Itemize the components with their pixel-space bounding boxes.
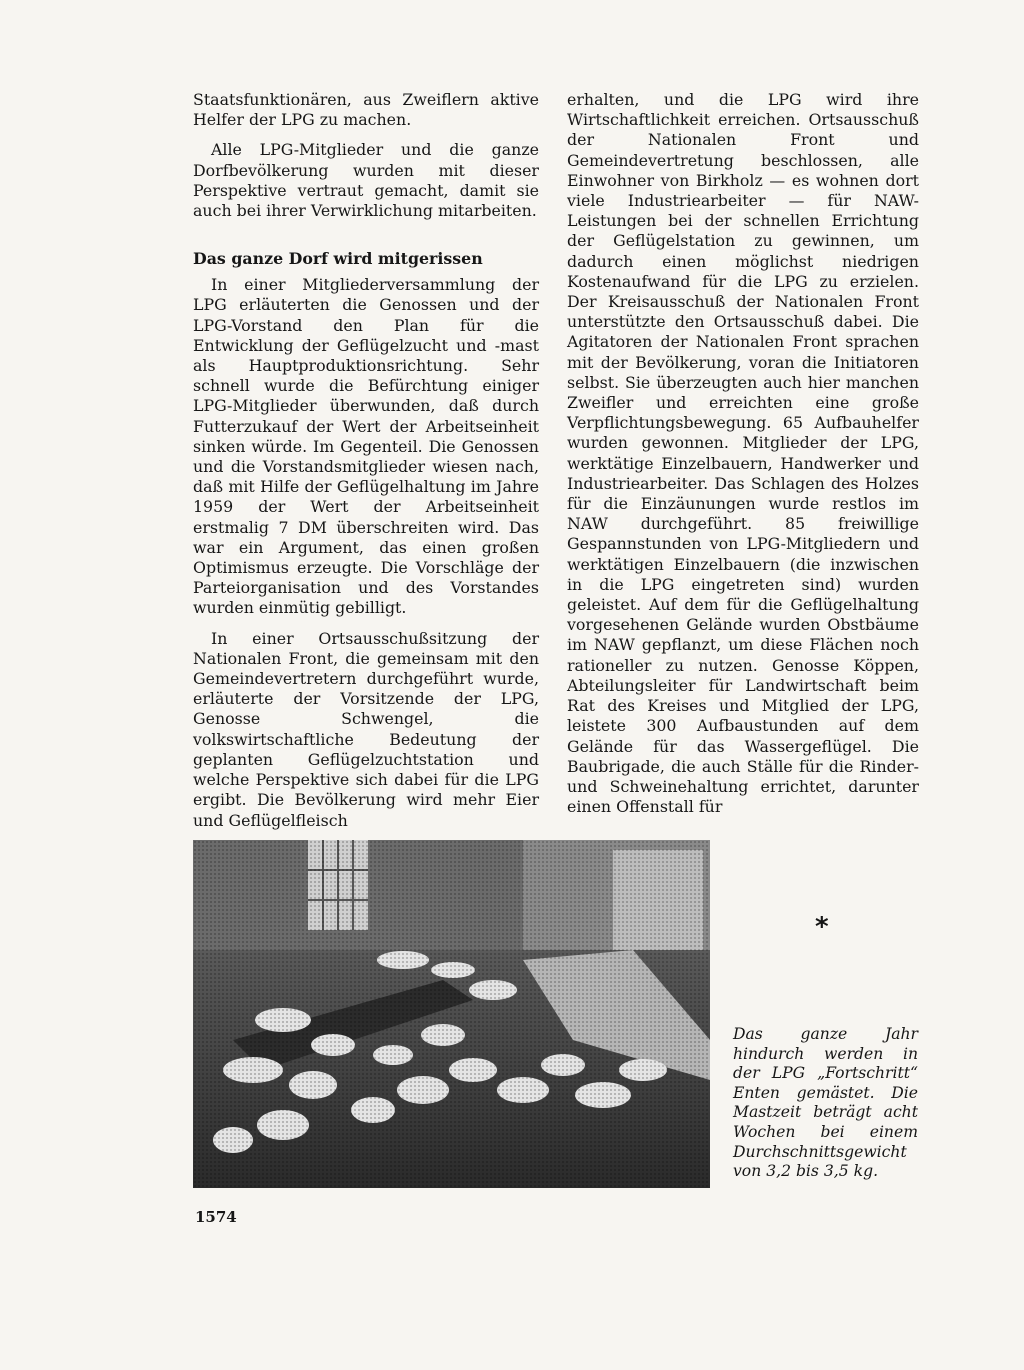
- paragraph: In einer Ortsausschußsitzung der Nationalen Front, die gemeinsam mit den Gemeindevertretern durchgeführt wurde, erläuterte der Vorsitzende der LPG, Genosse Schwengel, die volkswirtschaftliche Bedeutung der geplanten Geflügelzuchtstation und welche Perspektive sich dabei für die LPG ergibt. Die Bevölkerung wird mehr Eier und Geflügelfleisch: [193, 628, 539, 830]
- paragraph: Alle LPG-Mitglieder und die ganze Dorfbevölkerung wurden mit dieser Perspektive vertraut gemacht, damit sie auch bei ihrer Verwirklichung mitarbeiten.: [193, 140, 539, 221]
- asterisk-ornament: *: [815, 912, 829, 942]
- photo-caption: Das ganze Jahr hindurch werden in der LPG „Fortschritt“ Enten gemästet. Die Mastzeit beträgt acht Wochen bei einem Durchschnittsgewicht von 3,2 bis 3,5 kg.: [733, 1025, 918, 1181]
- duck-barn-photo: [193, 840, 710, 1188]
- section-heading: Das ganze Dorf wird mitgerissen: [193, 249, 483, 269]
- right-column: [567, 90, 919, 817]
- left-column: [193, 90, 539, 831]
- paragraph: In einer Mitgliederversammlung der LPG erläuterten die Genossen und der LPG-Vorstand den Plan für die Entwicklung der Geflügelzucht und -mast als Hauptproduktionsrichtung. Sehr schnell wurde die Befürchtung einiger LPG-Mitglieder überwunden, daß durch Futterzukauf der Wert der Arbeitseinheit sinken würde. Im Gegenteil. Die Genossen und die Vorstandsmitglieder wiesen nach, daß mit Hilfe der Geflügelhaltung im Jahre 1959 der Wert der Arbeitseinheit erstmalig 7 DM überschreiten wird. Das war ein Argument, das einen großen Optimismus erzeugte. Die Vorschläge der Parteiorganisation und des Vorstandes wurden einmütig gebilligt.: [193, 275, 539, 618]
- page-number: 1574: [195, 1208, 237, 1226]
- paragraph: Staatsfunktionären, aus Zweiflern aktive Helfer der LPG zu machen.: [193, 90, 539, 130]
- paragraph: erhalten, und die LPG wird ihre Wirtschaftlichkeit erreichen. Ortsausschuß der Nationalen Front und Gemeindevertretung beschlossen, alle Einwohner von Birkholz — es wohnen dort viele Industriearbeiter — für NAW-Leistungen bei der schnellen Errichtung der Geflügelstation zu gewinnen, um dadurch einen möglichst niedrigen Kostenaufwand für die LPG zu erzielen. Der Kreisausschuß der Nationalen Front unterstützte den Ortsausschuß dabei. Die Agitatoren der Nationalen Front sprachen mit der Bevölkerung, voran die Initiatoren selbst. Sie überzeugten auch hier manchen Zweifler und erreichten eine große Verpflichtungsbewegung. 65 Aufbauhelfer wurden gewonnen. Mitglieder der LPG, werktätige Einzelbauern, Handwerker und Industriearbeiter. Das Schlagen des Holzes für die Einzäunungen wurde restlos im NAW durchgeführt. 85 freiwillige Gespannstunden von LPG-Mitgliedern und werktätigen Einzelbauern (die inzwischen in die LPG eingetreten sind) wurden geleistet. Auf dem für die Geflügelhaltung vorgesehenen Gelände wurden Obstbäume im NAW gepflanzt, um diese Flächen noch rationeller zu nutzen. Genosse Köppen, Abteilungsleiter für Landwirtschaft beim Rat des Kreises und Mitglied der LPG, leistete 300 Aufbaustunden auf dem Gelände für das Wassergeflügel. Die Baubrigade, die auch Ställe für die Rinder- und Schweinehaltung errichtet, darunter einen Offenstall für: [567, 90, 919, 817]
